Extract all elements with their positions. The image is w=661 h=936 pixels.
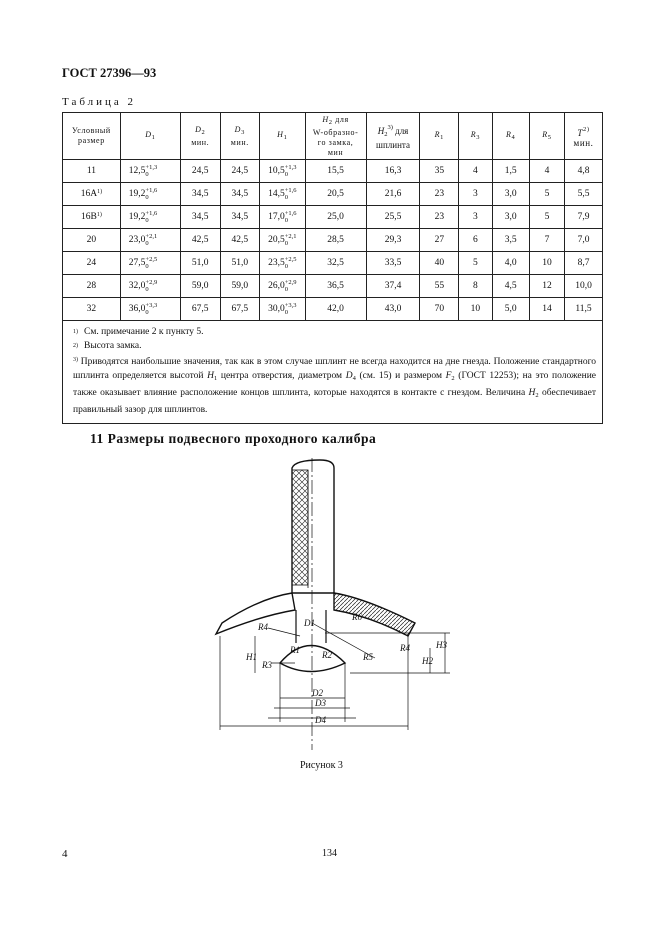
cell-d1: 23,0 +2,1 0: [120, 229, 180, 252]
table-row: [63, 275, 603, 298]
cell-t: 4,8: [565, 160, 603, 183]
cell-d1: 19,2 +1,6 0: [120, 206, 180, 229]
cell-d3: 51,0: [220, 252, 260, 275]
cell-r4: 3,0: [492, 183, 529, 206]
col-header: Условный размер: [63, 113, 121, 160]
cell-h2s: 16,3: [366, 160, 420, 183]
cell-r1: 23: [420, 183, 459, 206]
cell-t: 5,5: [565, 183, 603, 206]
cell-d3: 34,5: [220, 206, 260, 229]
cell-r1: 27: [420, 229, 459, 252]
col-header: $H_2$ для W-образно- го замка, мин: [305, 113, 366, 160]
label-h2: H2: [422, 656, 433, 666]
table-row: [63, 206, 603, 229]
label-r3: R3: [262, 660, 272, 670]
col-header: $R_1$: [420, 113, 459, 160]
note-1: 1) См. примечание 2 к пункту 5.: [73, 327, 204, 337]
cell-r3: 6: [459, 229, 492, 252]
section-title: 11 Размеры подвесного проходного калибра: [90, 431, 377, 446]
page-number-center: 134: [322, 848, 337, 859]
cell-r4: 1,5: [492, 160, 529, 183]
col-header: $D_1$: [120, 113, 180, 160]
cell-d3: 67,5: [220, 298, 260, 321]
label-h1: H1: [246, 652, 257, 662]
cell-r5: 10: [529, 252, 564, 275]
cell-size: 20: [63, 229, 121, 252]
cell-d2: 51,0: [180, 252, 220, 275]
cell-r5: 4: [529, 160, 564, 183]
label-d1: D1: [304, 618, 315, 628]
col-header: $H_2^{3)}$ для шплинта: [366, 113, 420, 160]
cell-h2w: 20,5: [305, 183, 366, 206]
label-r5: R5: [363, 652, 373, 662]
note-2: 2) Высота замка.: [73, 341, 142, 351]
cell-r5: 12: [529, 275, 564, 298]
cell-r5: 5: [529, 183, 564, 206]
table-row: [63, 229, 603, 252]
cell-h2s: 37,4: [366, 275, 420, 298]
right-arm-section: [334, 593, 415, 636]
cell-size: 28: [63, 275, 121, 298]
table-row: [63, 298, 603, 321]
knurled-grip: [292, 470, 308, 585]
cell-d1: 36,0 +3,3 0: [120, 298, 180, 321]
cell-r1: 23: [420, 206, 459, 229]
col-header: $H_1$: [260, 113, 305, 160]
cell-h1: 10,5 +1,3 0: [260, 160, 305, 183]
cell-r4: 3,0: [492, 206, 529, 229]
cell-t: 11,5: [565, 298, 603, 321]
label-r6: R6: [352, 612, 362, 622]
page-number-left: 4: [62, 848, 68, 860]
cell-r4: 4,0: [492, 252, 529, 275]
cell-h2s: 29,3: [366, 229, 420, 252]
cell-h2s: 33,5: [366, 252, 420, 275]
cell-t: 10,0: [565, 275, 603, 298]
cell-r3: 10: [459, 298, 492, 321]
table-row: [63, 183, 603, 206]
cell-d3: 24,5: [220, 160, 260, 183]
label-r1: R1: [290, 645, 300, 655]
label-d3: D3: [315, 698, 326, 708]
cell-h2w: 32,5: [305, 252, 366, 275]
cell-r3: 5: [459, 252, 492, 275]
table-header-row: [63, 113, 603, 160]
cell-r1: 35: [420, 160, 459, 183]
cell-h1: 14,5 +1,6 0: [260, 183, 305, 206]
cell-t: 8,7: [565, 252, 603, 275]
label-d4: D4: [315, 715, 326, 725]
cell-h1: 30,0 +3,3 0: [260, 298, 305, 321]
col-header: $T^{2)}$ мин.: [565, 113, 603, 160]
table-row: [63, 252, 603, 275]
col-header: $D_3$ мин.: [220, 113, 260, 160]
table-notes: [63, 321, 603, 424]
left-arm: [216, 593, 295, 634]
col-header: $R_3$: [459, 113, 492, 160]
label-r4: R4: [258, 622, 268, 632]
cell-r3: 4: [459, 160, 492, 183]
cell-size: 32: [63, 298, 121, 321]
cell-r3: 3: [459, 183, 492, 206]
notes-row: [63, 321, 603, 424]
figure-caption: Рисунок 3: [300, 760, 343, 771]
note-3: $^{3)}$ Приводятся наибольшие значения, так как в этом случае шплинт не всегда находится на дне гнезда. Положение стандартного шплинта определяется высотой $H_1$ центра отверстия, диаметром $D_4$ (см. 15) и размером $F_2$ (ГОСТ 12253); на это положение также оказывает влияние расположение концов шплинта, которые находятся в контакте с гнездом. Величина $H_2$ обеспечивает правильный зазор для шплинтов.: [73, 357, 596, 415]
cell-r1: 40: [420, 252, 459, 275]
cell-r4: 5,0: [492, 298, 529, 321]
cell-d3: 34,5: [220, 183, 260, 206]
standard-header: ГОСТ 27396—93: [62, 66, 157, 80]
cell-size: 16B$^{1)}$: [63, 206, 121, 229]
label-r2: R2: [322, 650, 332, 660]
cell-d2: 34,5: [180, 183, 220, 206]
cell-h1: 26,0 +2,9 0: [260, 275, 305, 298]
cell-d2: 34,5: [180, 206, 220, 229]
cell-d1: 27,5 +2,5 0: [120, 252, 180, 275]
cell-r1: 55: [420, 275, 459, 298]
label-d2: D2: [312, 688, 323, 698]
table-caption: Таблица 2: [62, 96, 137, 108]
cell-d2: 59,0: [180, 275, 220, 298]
cell-h2w: 15,5: [305, 160, 366, 183]
cell-h1: 17,0 +1,6 0: [260, 206, 305, 229]
cell-d1: 12,5 +1,3 0: [120, 160, 180, 183]
label-r4b: R4: [400, 643, 410, 653]
cell-r5: 7: [529, 229, 564, 252]
cell-t: 7,0: [565, 229, 603, 252]
cell-r4: 3,5: [492, 229, 529, 252]
col-header: $D_2$ мин.: [180, 113, 220, 160]
cell-size: 11: [63, 160, 121, 183]
cell-size: 16A$^{1)}$: [63, 183, 121, 206]
cell-d3: 59,0: [220, 275, 260, 298]
cell-size: 24: [63, 252, 121, 275]
cell-h2s: 43,0: [366, 298, 420, 321]
cell-r4: 4,5: [492, 275, 529, 298]
cell-d1: 19,2 +1,6 0: [120, 183, 180, 206]
cell-h2w: 42,0: [305, 298, 366, 321]
gauge-drawing: [200, 458, 460, 758]
table-row: [63, 160, 603, 183]
cell-h2s: 25,5: [366, 206, 420, 229]
cell-h1: 20,5 +2,1 0: [260, 229, 305, 252]
cell-d3: 42,5: [220, 229, 260, 252]
cell-r3: 8: [459, 275, 492, 298]
cell-h2w: 36,5: [305, 275, 366, 298]
cell-d1: 32,0 +2,9 0: [120, 275, 180, 298]
cell-h2w: 25,0: [305, 206, 366, 229]
cell-d2: 67,5: [180, 298, 220, 321]
cell-r1: 70: [420, 298, 459, 321]
cell-r5: 14: [529, 298, 564, 321]
col-header: $R_4$: [492, 113, 529, 160]
cell-t: 7,9: [565, 206, 603, 229]
cell-d2: 24,5: [180, 160, 220, 183]
cell-h2w: 28,5: [305, 229, 366, 252]
cell-h1: 23,5 +2,5 0: [260, 252, 305, 275]
cell-r5: 5: [529, 206, 564, 229]
label-h3: H3: [436, 640, 447, 650]
cell-d2: 42,5: [180, 229, 220, 252]
col-header: $R_5$: [529, 113, 564, 160]
cell-r3: 3: [459, 206, 492, 229]
cell-h2s: 21,6: [366, 183, 420, 206]
dimensions-table: [62, 112, 603, 424]
